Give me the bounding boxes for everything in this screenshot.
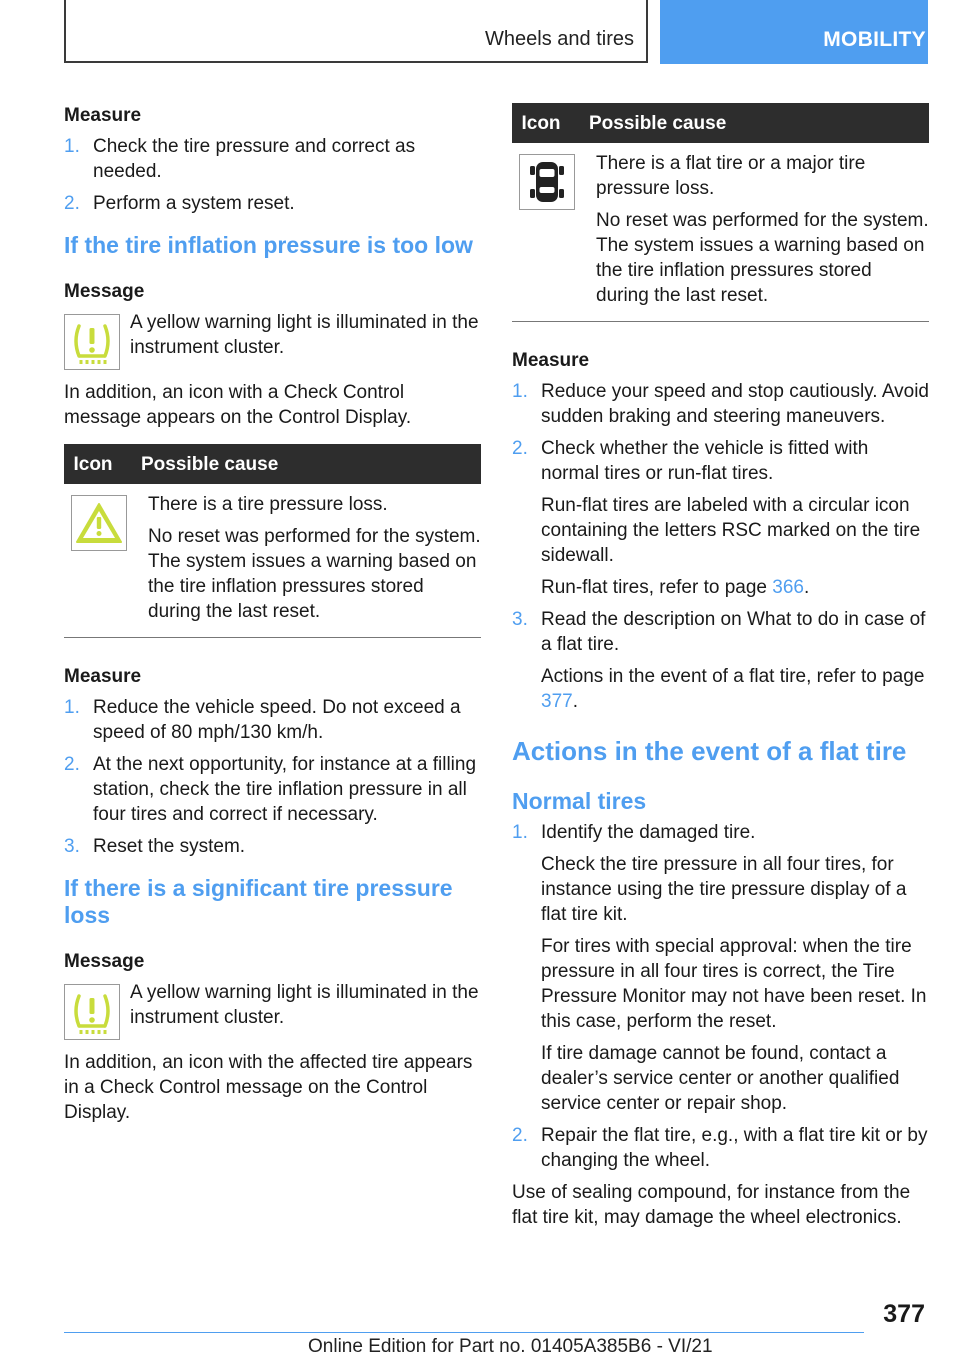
step-number: 3. — [512, 609, 528, 630]
tire-pressure-warning-icon — [64, 984, 120, 1040]
column-header-cause: Possible cause — [141, 453, 279, 475]
column-header-icon: Icon — [521, 112, 561, 134]
table-row — [512, 143, 929, 322]
step-text: Read the description on What to do in case of a flat tire. — [541, 609, 926, 655]
column-header-icon: Icon — [73, 453, 113, 475]
step-number: 2. — [64, 754, 80, 775]
normal-tire-steps — [512, 820, 929, 1173]
reference-text: Run-flat tires, refer to page — [541, 577, 767, 598]
footer-divider — [64, 1332, 864, 1333]
message-row — [64, 310, 481, 370]
heading-normal-tires: Normal tires — [512, 788, 647, 814]
step-number: 2. — [64, 193, 80, 214]
paragraph: Use of sealing compound, for instance from the flat tire kit, may damage the wheel electronics. — [512, 1182, 911, 1228]
cause-paragraph: There is a flat tire or a major tire pressure loss. — [596, 153, 866, 199]
cause-table — [64, 444, 481, 638]
section-title: Wheels and tires — [485, 28, 634, 50]
page-reference: Actions in the event of a flat tire, refer to page 377. — [541, 666, 925, 712]
paragraph: In addition, an icon with the affected tire appears in a Check Control message on the Control Display. — [64, 1052, 473, 1123]
table-header — [64, 444, 481, 484]
flat-tire-car-icon — [519, 154, 575, 210]
step-number: 1. — [64, 697, 80, 718]
step-text: If tire damage cannot be found, contact a dealer’s service center or another qualified service center or repair shop. — [541, 1043, 900, 1114]
page-link[interactable]: 377 — [541, 691, 573, 712]
measure-steps — [64, 695, 481, 859]
right-column — [512, 103, 929, 1238]
cause-text — [148, 492, 481, 631]
cause-table — [512, 103, 929, 322]
step-text: Reduce the vehicle speed. Do not exceed a speed of 80 mph/130 km/h. — [93, 697, 461, 743]
step-text: Check whether the vehicle is fitted with normal tires or run-flat tires. — [541, 438, 869, 484]
measure-label: Measure — [64, 666, 142, 687]
page-reference: Run-flat tires, refer to page 366. — [541, 577, 810, 598]
step-text: Repair the flat tire, e.g., with a flat tire kit or by changing the wheel. — [541, 1125, 928, 1171]
step-text: Identify the damaged tire. — [541, 822, 756, 843]
page-link[interactable]: 366 — [772, 577, 804, 598]
cause-text — [596, 151, 929, 315]
list-item — [512, 1123, 929, 1173]
measure-label: Measure — [64, 105, 142, 126]
step-text: Run-flat tires are labeled with a circular icon containing the letters RSC marked on the tire sidewall. — [541, 495, 921, 566]
list-item — [512, 607, 929, 714]
step-text: At the next opportunity, for instance at a filling station, check the tire inflation pressure in all four tires and correct if necessary. — [93, 754, 477, 825]
message-row — [64, 980, 481, 1040]
cause-paragraph: No reset was performed for the system. The system issues a warning based on the tire inflation pressures stored during the last reset. — [148, 526, 481, 622]
page-header — [64, 0, 928, 64]
tire-pressure-warning-icon — [64, 314, 120, 370]
chapter-title: MOBILITY — [823, 28, 926, 51]
list-item — [512, 820, 929, 1116]
page-number: 377 — [883, 1300, 925, 1328]
message-text: A yellow warning light is illuminated in the instrument cluster. — [130, 312, 479, 358]
step-text: Reduce your speed and stop cautiously. Avoid sudden braking and steering maneuvers. — [541, 381, 929, 427]
step-number: 3. — [64, 836, 80, 857]
step-text: Perform a system reset. — [93, 193, 295, 214]
step-text: Check the tire pressure and correct as needed. — [93, 136, 416, 182]
step-text: For tires with special approval: when the tire pressure in all four tires is correct, the Tire Pressure Monitor may not have been reset. In this case, perform the reset. — [541, 936, 927, 1032]
column-header-cause: Possible cause — [589, 112, 727, 134]
heading-actions-flat-tire: Actions in the event of a flat tire — [512, 736, 907, 766]
list-item — [512, 379, 929, 429]
list-item — [512, 436, 929, 600]
cause-paragraph: No reset was performed for the system. The system issues a warning based on the tire inflation pressures stored during the last reset. — [596, 210, 929, 306]
warning-triangle-icon — [71, 495, 127, 551]
measure-steps — [64, 134, 481, 216]
message-label: Message — [64, 281, 145, 302]
list-item — [64, 695, 481, 745]
table-row — [64, 484, 481, 638]
message-text: A yellow warning light is illuminated in the instrument cluster. — [130, 982, 479, 1028]
list-item — [64, 834, 481, 859]
table-header — [512, 103, 929, 143]
reference-text: Actions in the event of a flat tire, refer to page — [541, 666, 925, 687]
list-item — [64, 752, 481, 827]
step-number: 1. — [512, 822, 528, 843]
list-item — [64, 191, 481, 216]
left-column — [64, 103, 481, 1133]
step-number: 2. — [512, 1125, 528, 1146]
list-item — [64, 134, 481, 184]
step-text: Check the tire pressure in all four tires, for instance using the tire pressure display of a flat tire kit. — [541, 854, 907, 925]
step-number: 1. — [64, 136, 80, 157]
step-text: Reset the system. — [93, 836, 246, 857]
step-number: 1. — [512, 381, 528, 402]
paragraph: In addition, an icon with a Check Control message appears on the Control Display. — [64, 382, 412, 428]
step-number: 2. — [512, 438, 528, 459]
measure-label: Measure — [512, 350, 590, 371]
message-label: Message — [64, 951, 145, 972]
heading-pressure-too-low: If the tire inflation pressure is too low — [64, 232, 473, 258]
measure-steps — [512, 379, 929, 714]
cause-paragraph: There is a tire pressure loss. — [148, 494, 388, 515]
heading-significant-loss: If there is a significant tire pressure loss — [64, 875, 453, 928]
chapter-tab — [660, 0, 928, 64]
section-tab — [64, 0, 648, 63]
edition-text: Online Edition for Part no. 01405A385B6 - VI/21 — [308, 1336, 713, 1357]
